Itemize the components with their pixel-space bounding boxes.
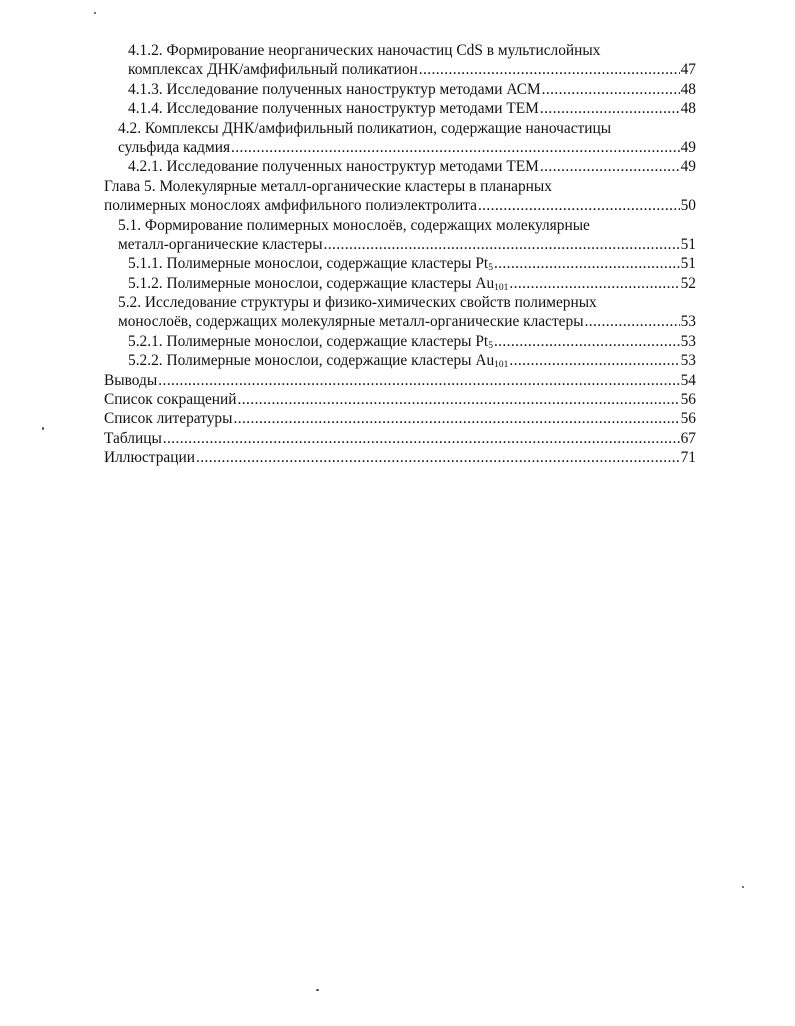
toc-line xyxy=(0,177,795,196)
toc-entry xyxy=(0,390,795,409)
toc-entry xyxy=(0,371,795,390)
dot-leader xyxy=(585,312,680,331)
dot-leader xyxy=(419,60,680,79)
toc-entry-title: 4.2.1. Исследование полученных наноструктур методами ТЕМ xyxy=(128,158,539,176)
toc-entry xyxy=(0,254,795,273)
toc-page-number: 51 xyxy=(680,235,696,253)
toc-line xyxy=(0,119,795,138)
subscript: 5 xyxy=(488,340,493,351)
toc-entry xyxy=(0,332,795,351)
scan-speck xyxy=(742,886,744,888)
toc-page-number: 48 xyxy=(680,80,696,98)
toc-page-number: 56 xyxy=(680,391,696,409)
toc-page-number: 52 xyxy=(680,274,696,292)
toc-entry xyxy=(0,80,795,99)
toc-page-number: 48 xyxy=(680,100,696,118)
toc-entry-title: комплексах ДНК/амфифильный поликатион xyxy=(128,61,418,79)
toc-entry xyxy=(0,429,795,448)
toc-entry xyxy=(0,274,795,293)
toc-entry xyxy=(0,235,795,254)
dot-leader xyxy=(509,351,679,370)
toc-entry-title: металл-органические кластеры xyxy=(118,235,323,253)
dot-leader xyxy=(542,80,680,99)
table-of-contents xyxy=(0,41,795,468)
toc-entry xyxy=(0,99,795,118)
toc-page-number: 49 xyxy=(680,158,696,176)
toc-page-number: 53 xyxy=(680,313,696,331)
toc-chapter-title: Глава 5. Молекулярные металл-органические кластеры в планарных xyxy=(104,177,552,195)
dot-leader xyxy=(231,138,680,157)
dot-leader xyxy=(163,429,680,448)
toc-entry xyxy=(0,409,795,428)
toc-page-number: 53 xyxy=(680,332,696,350)
toc-page-number: 67 xyxy=(680,429,696,447)
dot-leader xyxy=(540,157,680,176)
toc-page-number: 56 xyxy=(680,410,696,428)
toc-entry-title: Выводы xyxy=(104,371,158,389)
toc-entry-title: Иллюстрации xyxy=(104,449,195,467)
dot-leader xyxy=(494,332,680,351)
subscript: 5 xyxy=(488,263,493,274)
toc-entry xyxy=(0,138,795,157)
toc-entry-text: 5.1.2. Полимерные монослои, содержащие кластеры Au xyxy=(128,274,495,292)
toc-entry-title: Таблицы xyxy=(104,429,162,447)
dot-leader xyxy=(540,99,680,118)
toc-entry-title: 4.1.4. Исследование полученных наноструктур методами ТЕМ xyxy=(128,100,539,118)
toc-entry xyxy=(0,157,795,176)
toc-entry-title: Список сокращений xyxy=(104,391,237,409)
dot-leader xyxy=(494,254,680,273)
toc-entry-text: 5.1.1. Полимерные монослои, содержащие кластеры Pt xyxy=(128,255,489,273)
toc-chapter-title: полимерных монослоях амфифильного полиэлектролита xyxy=(104,197,477,215)
toc-entry xyxy=(0,448,795,467)
toc-entry xyxy=(0,60,795,79)
dot-leader xyxy=(233,409,679,428)
toc-entry-title: 4.1.2. Формирование неорганических наночастиц CdS в мультислойных xyxy=(128,42,601,59)
toc-entry-title: 5.1. Формирование полимерных монослоёв, содержащих молекулярные xyxy=(118,216,590,234)
toc-entry-title xyxy=(128,332,493,351)
toc-line xyxy=(0,41,795,60)
toc-page-number: 53 xyxy=(680,352,696,370)
toc-page-number: 49 xyxy=(680,138,696,156)
scan-speck xyxy=(94,12,96,14)
toc-entry-title: Список литературы xyxy=(104,410,233,428)
toc-page-number: 47 xyxy=(680,61,696,79)
subscript: 101 xyxy=(494,282,509,293)
toc-entry-text: 5.2.1. Полимерные монослои, содержащие кластеры Pt xyxy=(128,332,489,350)
toc-entry-title xyxy=(128,254,493,273)
dot-leader xyxy=(478,196,680,215)
toc-entry-title xyxy=(128,274,508,293)
toc-entry xyxy=(0,312,795,331)
dot-leader xyxy=(324,235,680,254)
scan-speck xyxy=(42,427,44,430)
dot-leader xyxy=(158,371,679,390)
toc-entry-text: 5.2.2. Полимерные монослои, содержащие кластеры Au xyxy=(128,352,495,370)
dot-leader xyxy=(509,274,679,293)
toc-entry-title: сульфида кадмия xyxy=(118,138,231,156)
toc-entry-title: 4.2. Комплексы ДНК/амфифильный поликатион, содержащие наночастицы xyxy=(118,119,612,137)
toc-entry-title: 5.2. Исследование структуры и физико-химических свойств полимерных xyxy=(118,294,597,312)
toc-entry xyxy=(0,196,795,215)
subscript: 101 xyxy=(494,360,509,371)
toc-entry xyxy=(0,351,795,370)
toc-page-number: 50 xyxy=(680,197,696,215)
scan-speck xyxy=(316,989,319,991)
toc-page-number: 54 xyxy=(680,371,696,389)
toc-line xyxy=(0,216,795,235)
toc-page-number: 51 xyxy=(680,255,696,273)
toc-entry-title xyxy=(128,351,508,370)
toc-entry-title: 4.1.3. Исследование полученных наноструктур методами АСМ xyxy=(128,80,541,98)
toc-entry-title: монослоёв, содержащих молекулярные металл-органические кластеры xyxy=(118,313,584,331)
dot-leader xyxy=(238,390,680,409)
toc-page-number: 71 xyxy=(680,449,696,467)
toc-line xyxy=(0,293,795,312)
dot-leader xyxy=(196,448,680,467)
